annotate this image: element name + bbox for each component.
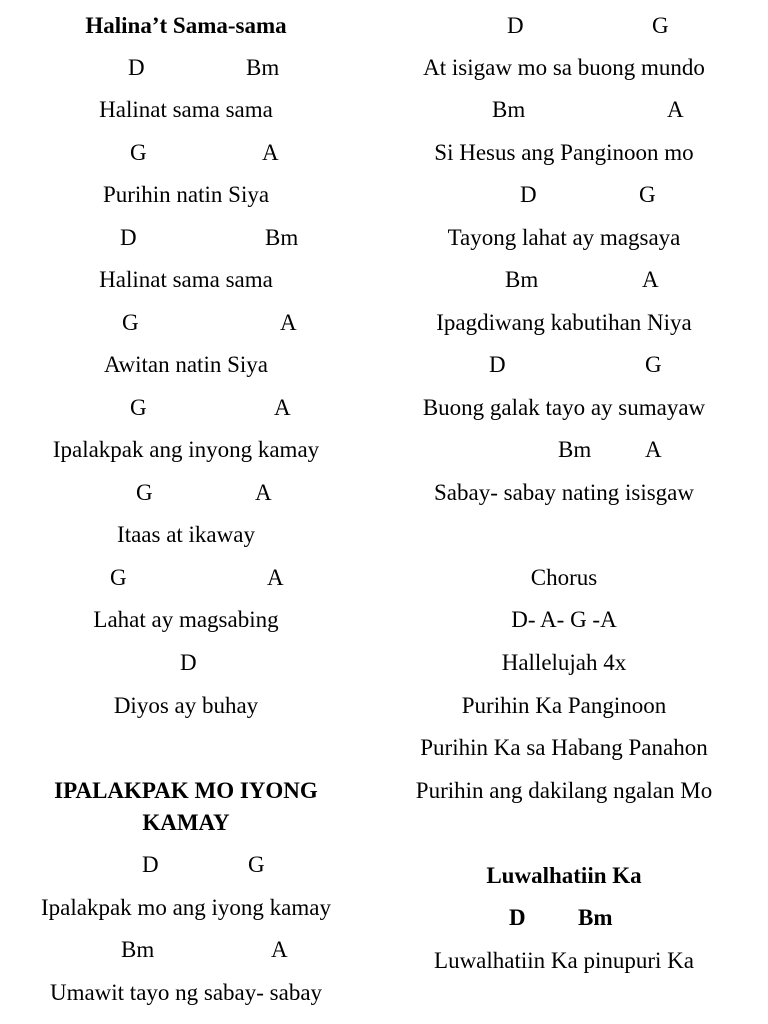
chord: Bm — [265, 225, 299, 250]
chord: A — [280, 310, 297, 335]
chord-line — [384, 96, 744, 124]
chord-line — [0, 479, 372, 507]
chord: A — [645, 437, 662, 462]
lyric-line: Tayong lahat ay magsaya — [447, 225, 681, 250]
chorus-line: Purihin Ka sa Habang Panahon — [420, 735, 708, 760]
chord: G — [639, 182, 656, 207]
chord: G — [122, 310, 139, 335]
chord-line — [384, 351, 744, 379]
chord: D — [509, 905, 526, 930]
chord: A — [642, 267, 659, 292]
left-column — [0, 0, 372, 1024]
chord-line — [0, 54, 372, 82]
lyric-line: Buong galak tayo ay sumayaw — [422, 395, 706, 420]
chord-line — [0, 564, 372, 592]
chord: A — [262, 140, 279, 165]
chord: D — [489, 352, 506, 377]
chord: A — [667, 97, 684, 122]
chord: D — [120, 225, 137, 250]
chord: G — [130, 395, 147, 420]
chord-line — [0, 649, 372, 677]
chord: A — [274, 395, 291, 420]
chord-line — [0, 851, 372, 879]
chord-line — [0, 224, 372, 252]
chord: D — [128, 55, 145, 80]
chorus-line: Purihin ang dakilang ngalan Mo — [415, 778, 713, 803]
chord: A — [271, 937, 288, 962]
lyric-line: Purihin natin Siya — [102, 182, 270, 207]
lyric-line: Ipalakpak mo ang iyong kamay — [41, 895, 331, 920]
chorus-line: Purihin Ka Panginoon — [461, 693, 667, 718]
lyric-line: Awitan natin Siya — [104, 352, 268, 377]
chord-line — [0, 309, 372, 337]
chord: D — [520, 182, 537, 207]
right-column — [384, 0, 744, 1024]
chord: G — [110, 565, 127, 590]
song-title-ipalakpak-mo-iyong-kamay — [0, 775, 372, 839]
chord: A — [255, 480, 272, 505]
lyric-line: Umawit tayo ng sabay- sabay — [49, 980, 323, 1005]
song-title-luwalhatiin-ka: Luwalhatiin Ka — [486, 863, 642, 888]
song-title-halinat-sama-sama: Halina’t Sama-sama — [85, 13, 287, 38]
chord: G — [130, 140, 147, 165]
chord: D — [180, 650, 197, 675]
chord-line — [384, 904, 744, 932]
chord: Bm — [578, 905, 613, 930]
chorus-line: Hallelujah 4x — [501, 650, 627, 675]
lyric-line: Diyos ay buhay — [113, 693, 259, 718]
chord: Bm — [505, 267, 539, 292]
chord: A — [267, 565, 284, 590]
chord: D — [142, 852, 159, 877]
chord: Bm — [558, 437, 592, 462]
chorus-chord-progression: D- A- G -A — [511, 607, 617, 632]
lyric-line: Halinat sama sama — [99, 97, 273, 122]
chord-line — [384, 12, 744, 40]
chord-line — [0, 394, 372, 422]
chord: G — [248, 852, 265, 877]
lyric-line: Luwalhatiin Ka pinupuri Ka — [434, 948, 694, 973]
lyric-line: Sabay- sabay nating isisgaw — [434, 480, 694, 505]
chord: G — [652, 13, 669, 38]
lyric-line: Si Hesus ang Panginoon mo — [434, 140, 694, 165]
chorus-label: Chorus — [530, 565, 598, 590]
chord: G — [136, 480, 153, 505]
song-title-line: IPALAKPAK MO IYONG — [54, 778, 318, 803]
lyric-line: Itaas at ikaway — [117, 522, 255, 547]
lyric-line: Halinat sama sama — [99, 267, 273, 292]
lyric-line: Ipagdiwang kabutihan Niya — [436, 310, 692, 335]
chord-line — [384, 436, 744, 464]
song-title-line: KAMAY — [142, 810, 230, 835]
lyric-line: Ipalakpak ang inyong kamay — [52, 437, 320, 462]
lyric-line: Lahat ay magsabing — [93, 607, 279, 632]
chord-line — [384, 266, 744, 294]
chord: Bm — [492, 97, 526, 122]
chord: Bm — [121, 937, 155, 962]
lyric-line: At isigaw mo sa buong mundo — [423, 55, 705, 80]
chord-line — [0, 936, 372, 964]
chord: D — [507, 13, 524, 38]
chord-line — [384, 181, 744, 209]
chord: G — [645, 352, 662, 377]
chord: Bm — [246, 55, 280, 80]
chord-line — [0, 139, 372, 167]
